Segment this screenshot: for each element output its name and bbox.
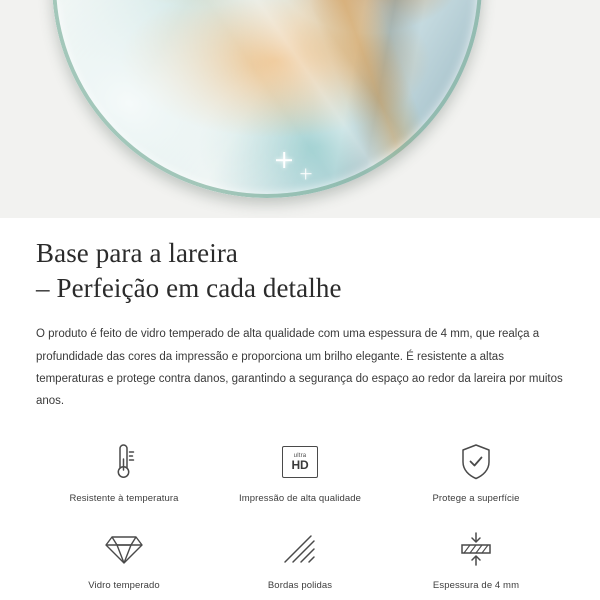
ultra-hd-badge-top: ultra xyxy=(293,452,307,459)
ultra-hd-icon xyxy=(218,439,382,485)
ultra-hd-badge-bottom: HD xyxy=(291,457,309,472)
feature-item-surface-protection xyxy=(388,439,564,504)
polished-edges-icon xyxy=(218,526,382,572)
hero-image xyxy=(0,0,600,218)
thickness-4mm-icon xyxy=(394,526,558,572)
feature-grid xyxy=(36,439,564,591)
feature-label: Espessura de 4 mm xyxy=(432,579,520,591)
description-paragraph: O produto é feito de vidro temperado de alta qualidade com uma espessura de 4 mm, que realça a profundidade das cores da impressão e proporciona um brilho elegante. É resistente a altas temperaturas e protege contra danos, garantindo a segurança do espaço ao redor da lareira por muitos anos. xyxy=(36,328,563,408)
headline-line-2: – Perfeição em cada detalhe xyxy=(36,272,342,303)
feature-item-temperature xyxy=(36,439,212,504)
feature-label: Protege a superfície xyxy=(432,492,520,504)
page-title xyxy=(36,236,564,305)
feature-item-thickness xyxy=(388,526,564,591)
feature-label: Resistente à temperatura xyxy=(69,492,179,504)
shield-check-icon xyxy=(394,439,558,485)
thermometer-icon xyxy=(42,439,206,485)
headline-line-1: Base para a lareira xyxy=(36,238,239,268)
feature-label: Vidro temperado xyxy=(88,579,160,591)
feature-item-polished-edges xyxy=(212,526,388,591)
feature-label: Bordas polidas xyxy=(267,579,333,591)
diamond-icon xyxy=(42,526,206,572)
content-area xyxy=(0,218,600,591)
feature-label: Impressão de alta qualidade xyxy=(238,492,362,504)
feature-item-tempered-glass xyxy=(36,526,212,591)
feature-item-print-quality xyxy=(212,439,388,504)
glass-board-disc xyxy=(52,0,482,198)
